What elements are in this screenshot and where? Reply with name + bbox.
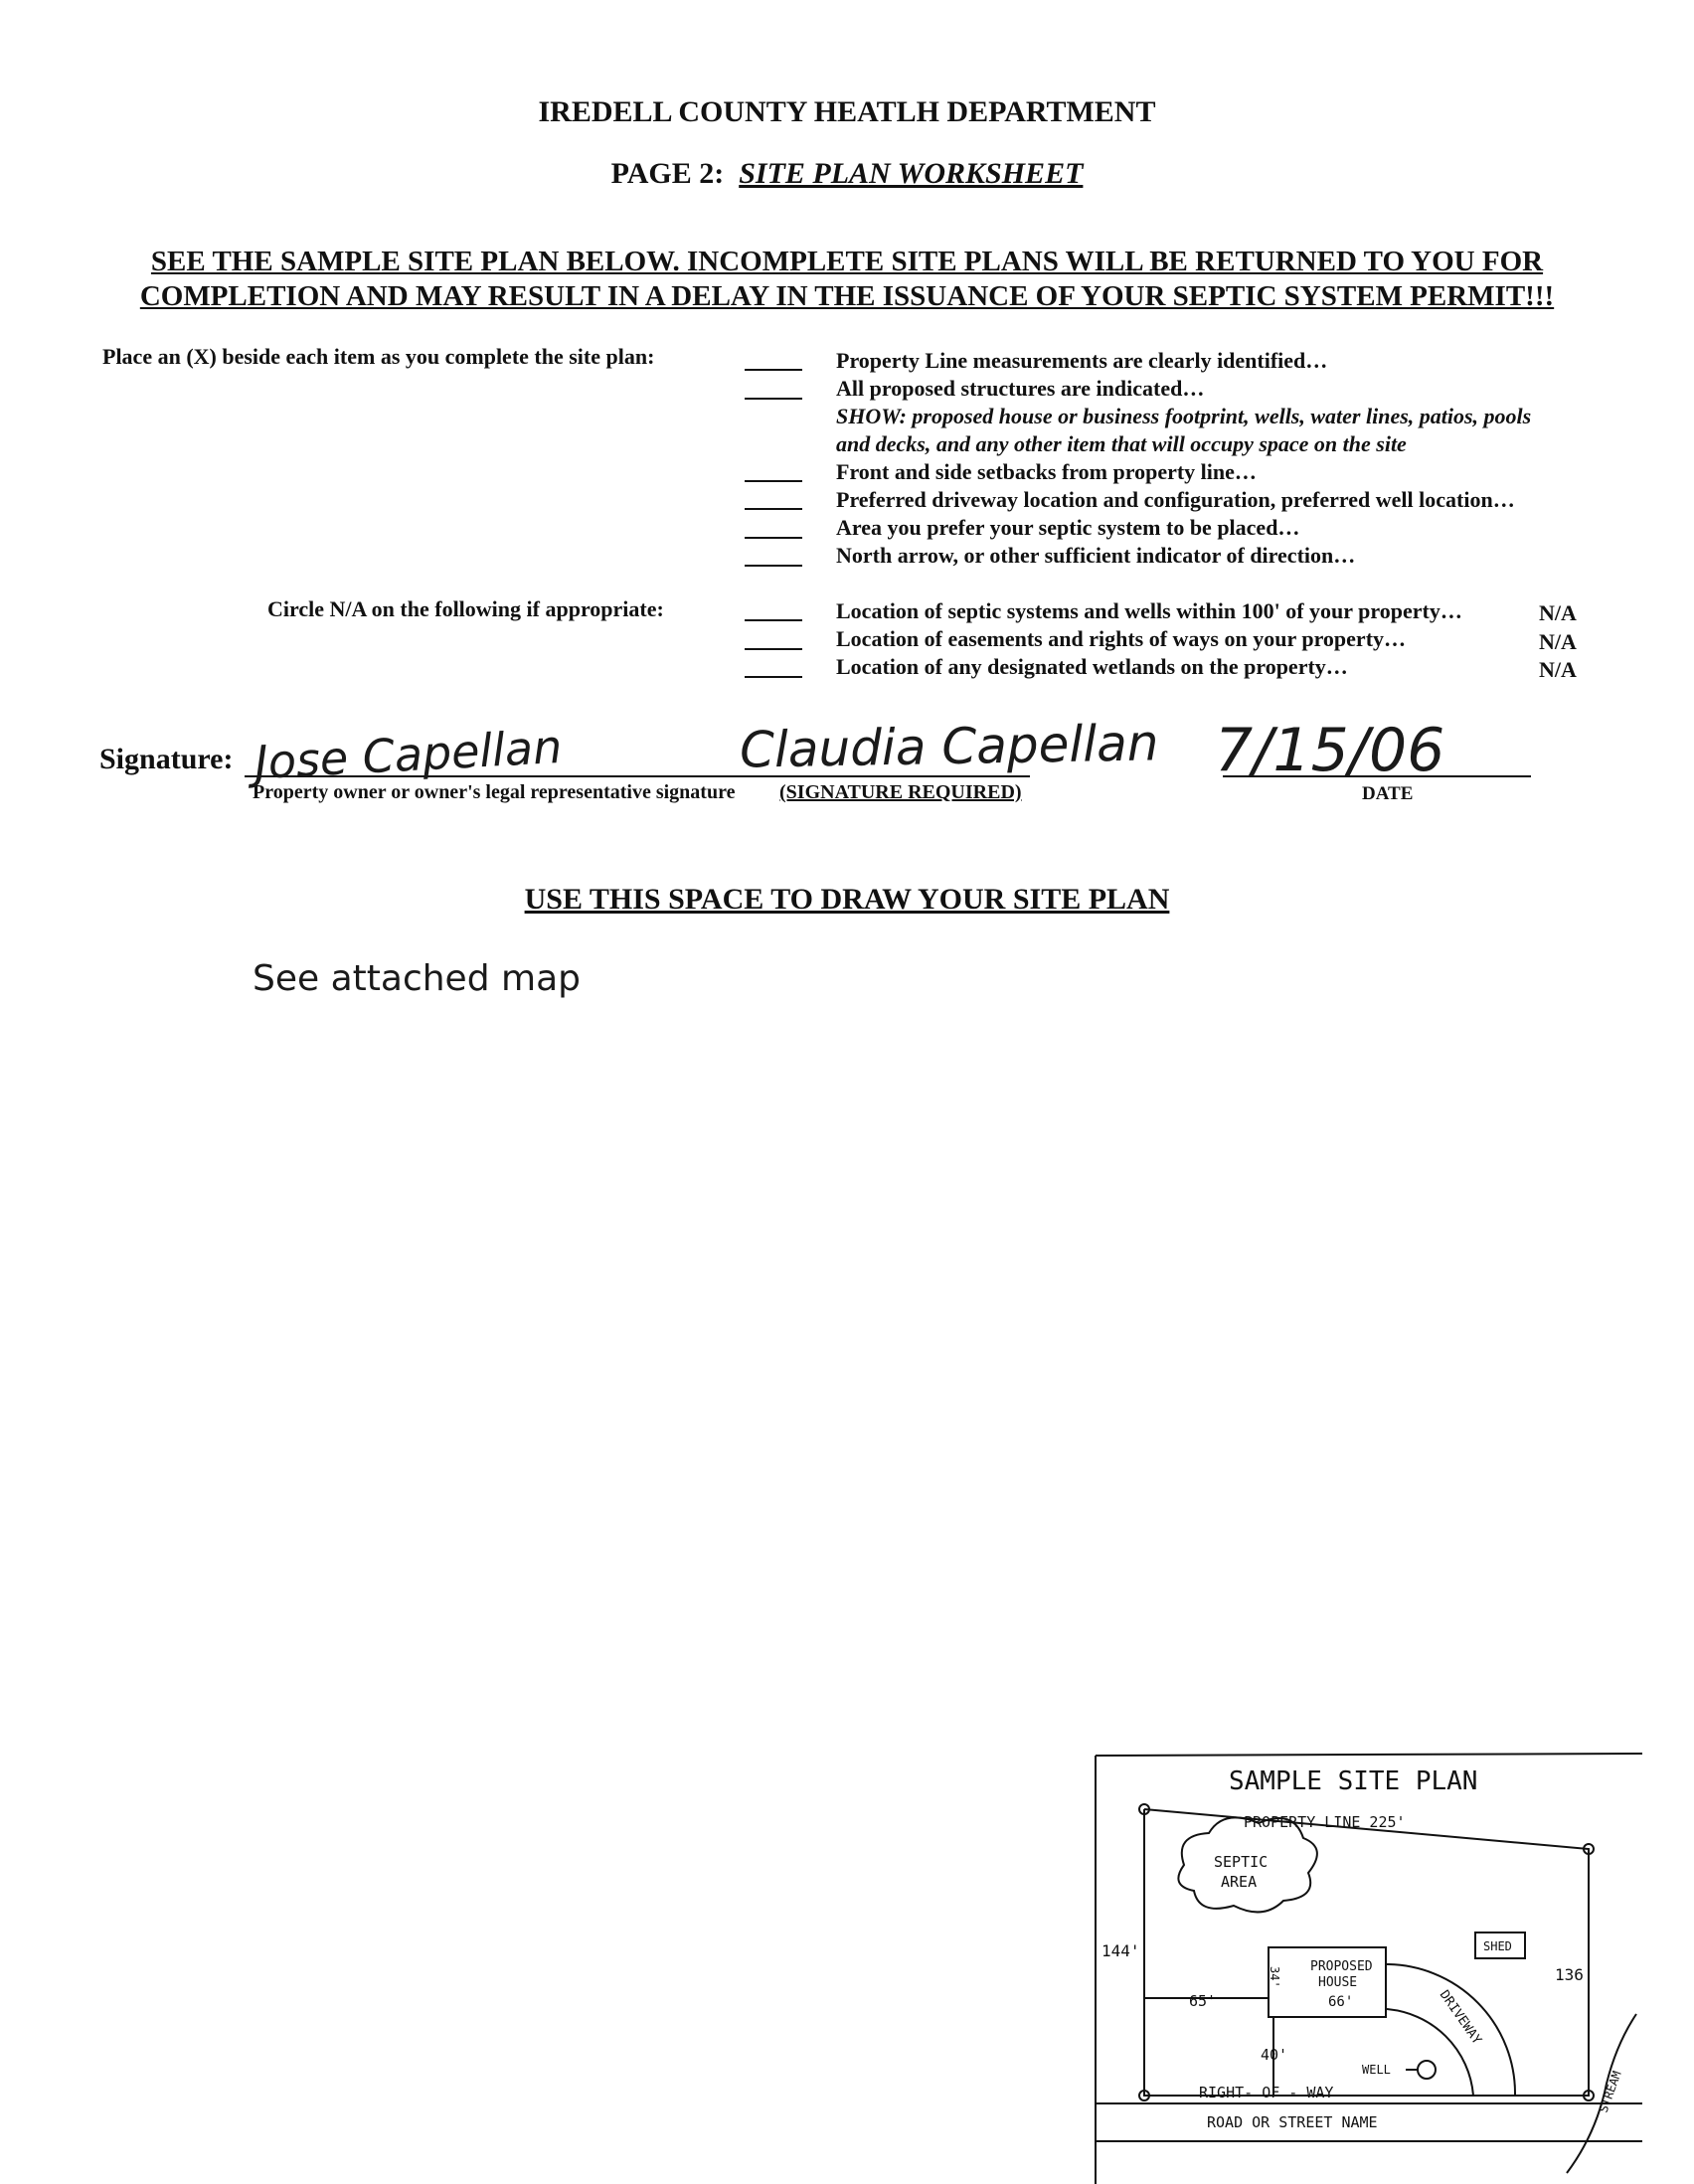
- warning-line-2: COMPLETION AND MAY RESULT IN A DELAY IN THE ISSUANCE OF YOUR SEPTIC SYSTEM PERMIT!!!: [139, 280, 1555, 312]
- page-title: SITE PLAN WORKSHEET: [739, 157, 1084, 190]
- driveway-outline: [1386, 1964, 1515, 2096]
- checklist-item: Front and side setbacks from property line…: [836, 459, 1257, 484]
- right-of-way-label: RIGHT- OF - WAY: [1199, 2084, 1334, 2101]
- checkbox-blank[interactable]: [745, 398, 802, 400]
- checklist-item: Area you prefer your septic system to be placed…: [836, 515, 1300, 540]
- checklist-item: All proposed structures are indicated…: [836, 376, 1205, 401]
- handwritten-signature-2: Claudia Capellan: [739, 714, 1159, 779]
- department-title: IREDELL COUNTY HEATLH DEPARTMENT: [538, 95, 1156, 128]
- house-depth-label: 34': [1268, 1966, 1281, 1988]
- na-option[interactable]: N/A: [1539, 629, 1577, 654]
- checklist-item: Property Line measurements are clearly identified…: [836, 348, 1328, 373]
- sample-site-plan: [1090, 1746, 1642, 2184]
- well-marker: [1418, 2061, 1436, 2079]
- warning-line-1: SEE THE SAMPLE SITE PLAN BELOW. INCOMPLETE SITE PLANS WILL BE RETURNED TO YOU FOR: [150, 246, 1544, 277]
- house-label: PROPOSED: [1310, 1959, 1373, 1974]
- handwritten-signature-1: Jose Capellan: [253, 719, 564, 790]
- checkbox-blank[interactable]: [745, 508, 802, 510]
- checklist-item-detail: and decks, and any other item that will occupy space on the site: [836, 431, 1407, 456]
- driveway-label: DRIVEWAY: [1436, 1987, 1484, 2048]
- na-item: Location of septic systems and wells within 100' of your property…: [836, 598, 1462, 623]
- na-item: Location of any designated wetlands on the property…: [836, 654, 1348, 679]
- date-caption: DATE: [1362, 783, 1414, 804]
- property-boundary: [1144, 1809, 1589, 2096]
- house-label: HOUSE: [1318, 1975, 1358, 1990]
- well-label: WELL: [1362, 2063, 1391, 2077]
- shed-label: SHED: [1483, 1939, 1512, 1953]
- owner-signature-caption: Property owner or owner's legal representative signature: [253, 781, 736, 803]
- draw-area-heading: USE THIS SPACE TO DRAW YOUR SITE PLAN: [524, 883, 1170, 916]
- house-width-label: 66': [1328, 1994, 1354, 2010]
- na-instruction: Circle N/A on the following if appropriate:: [267, 596, 664, 621]
- side-setback-label: 65': [1189, 1992, 1217, 2010]
- checklist-item-detail: SHOW: proposed house or business footprint, wells, water lines, patios, pools: [836, 404, 1532, 428]
- handwritten-note: See attached map: [253, 958, 581, 999]
- checkbox-blank[interactable]: [745, 369, 802, 371]
- checklist-item: Preferred driveway location and configuration, preferred well location…: [836, 487, 1515, 512]
- page-heading: [0, 157, 1694, 191]
- checkbox-blank[interactable]: [745, 676, 802, 678]
- left-dimension: 144': [1101, 1941, 1140, 1960]
- na-option[interactable]: N/A: [1539, 657, 1577, 682]
- na-item: Location of easements and rights of ways on your property…: [836, 626, 1407, 651]
- handwritten-date: 7/15/06: [1215, 716, 1445, 785]
- property-line-label: PROPERTY LINE 225': [1244, 1813, 1406, 1831]
- checklist-item: North arrow, or other sufficient indicator of direction…: [836, 543, 1356, 568]
- septic-label: SEPTIC: [1214, 1853, 1269, 1871]
- checkbox-blank[interactable]: [745, 537, 802, 539]
- stream-label: STREAM: [1596, 2069, 1624, 2115]
- checklist-instruction: Place an (X) beside each item as you complete the site plan:: [102, 344, 655, 369]
- road-label: ROAD OR STREET NAME: [1207, 2113, 1378, 2131]
- septic-label: AREA: [1221, 1873, 1258, 1891]
- signature-required-caption: (SIGNATURE REQUIRED): [779, 781, 1022, 803]
- checkbox-blank[interactable]: [745, 648, 802, 650]
- frame-top: [1096, 1754, 1642, 1756]
- right-dimension: 136': [1555, 1965, 1594, 1984]
- page-label: PAGE 2:: [610, 157, 725, 190]
- sample-plan-title: SAMPLE SITE PLAN: [1229, 1766, 1478, 1796]
- checkbox-blank[interactable]: [745, 565, 802, 567]
- front-setback-label: 40': [1261, 2046, 1288, 2064]
- na-option[interactable]: N/A: [1539, 600, 1577, 625]
- signature-label: Signature:: [99, 743, 234, 775]
- checkbox-blank[interactable]: [745, 619, 802, 621]
- checkbox-blank[interactable]: [745, 480, 802, 482]
